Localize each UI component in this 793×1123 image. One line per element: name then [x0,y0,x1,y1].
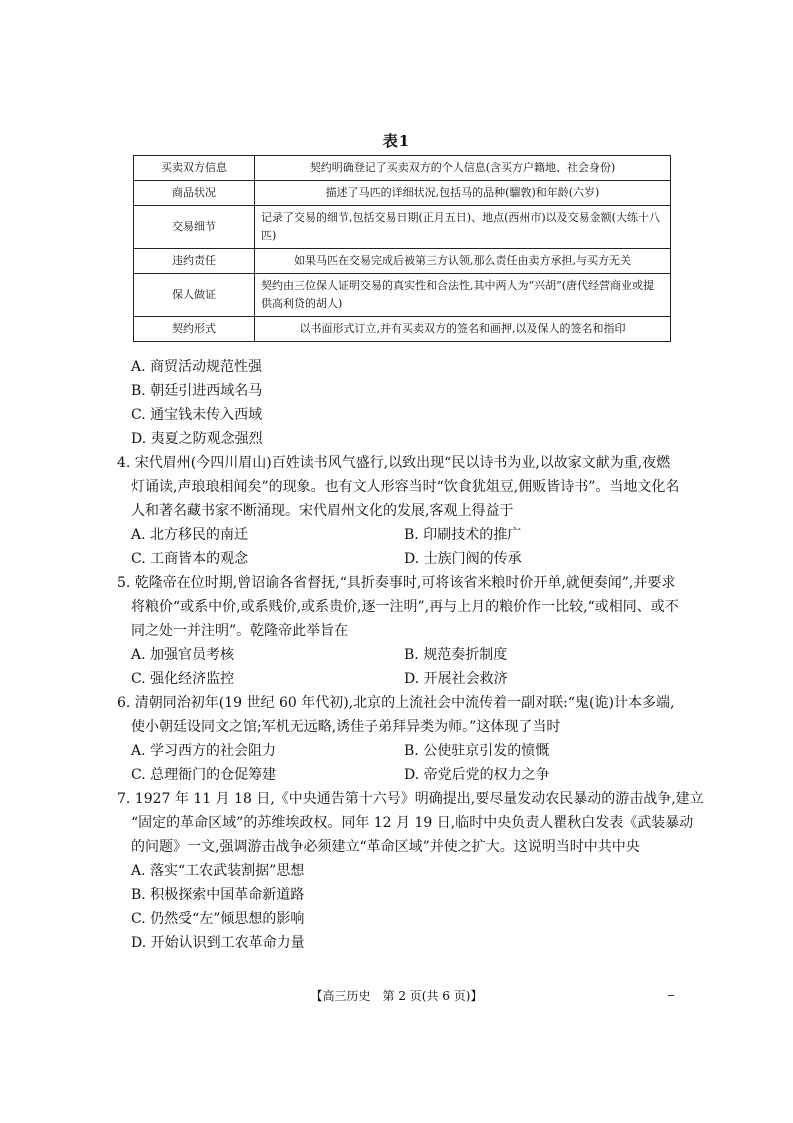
table-value: 如果马匹在交易完成后被第三方认领,那么责任由卖方承担,与买方无关 [255,249,671,274]
table-key: 保人做证 [134,274,255,317]
table-row [134,156,671,181]
q6-option-d: D. 帝党后党的权力之争 [404,767,550,783]
table-value: 以书面形式订立,并有买卖双方的签名和画押,以及保人的签名和指印 [255,317,671,342]
table-value: 契约明确登记了买卖双方的个人信息(含买方户籍地、社会身份) [255,156,671,181]
q6-option-b: B. 公使驻京引发的愤慨 [404,743,550,759]
q3-option-b: B. 朝廷引进西域名马 [131,383,263,399]
q7-option-c: C. 仍然受“左”倾思想的影响 [131,911,305,927]
q4-stem-line: 4. 宋代眉州(今四川眉山)百姓读书风气盛行,以致出现“民以诗书为业,以故家文献为重,夜燃 [117,455,671,471]
q6-option-a: A. 学习西方的社会阻力 [131,743,277,759]
q7-stem-line: 7. 1927 年 11 月 18 日,《中央通告第十六号》明确提出,要尽量发动农民暴动的游击战争,建立 [117,791,704,807]
table-row [134,206,671,249]
q3-option-c: C. 通宝钱未传入西域 [131,407,263,423]
table-row [134,249,671,274]
q5-stem-line: 将粮价“或系中价,或系贱价,或系贵价,逐一注明”,再与上月的粮价作一比较,“或相同、或不 [131,599,679,615]
q4-option-a: A. 北方移民的南迁 [131,527,249,543]
table-row [134,274,671,317]
contract-table [133,155,671,342]
q5-stem-line: 5. 乾隆帝在位时期,曾诏谕各省督抚,“具折奏事时,可将该省米粮时价开单,就便奏闻”,并要求 [117,575,676,591]
q7-option-b: B. 积极探索中国革命新道路 [131,887,305,903]
table-value: 记录了交易的细节,包括交易日期(正月五日)、地点(西州市)以及交易金额(大练十八匹) [255,206,671,249]
table-value: 契约由三位保人证明交易的真实性和合法性,其中两人为“兴胡”(唐代经营商业或提供高利贷的胡人) [255,274,671,317]
q6-option-c: C. 总理衙门的仓促筹建 [131,767,277,783]
q6-stem-line: 6. 清朝同治初年(19 世纪 60 年代初),北京的上流社会中流传着一副对联:“鬼(诡)计本多端, [117,695,675,711]
q5-option-c: C. 强化经济监控 [131,671,235,687]
q3-option-d: D. 夷夏之防观念强烈 [131,431,263,447]
table-key: 契约形式 [134,317,255,342]
q5-option-a: A. 加强官员考核 [131,647,235,663]
q4-option-b: B. 印刷技术的推广 [404,527,522,543]
page-mark [668,995,674,996]
table-value: 描述了马匹的详细状况,包括马的品种(騮敦)和年龄(六岁) [255,181,671,206]
table-row [134,181,671,206]
q5-option-d: D. 开展社会救济 [404,671,508,687]
q5-option-b: B. 规范奏折制度 [404,647,508,663]
table-key: 商品状况 [134,181,255,206]
q7-stem-line: “固定的革命区域”的苏维埃政权。同年 12 月 19 日,临时中央负责人瞿秋白发表《武装暴动 [131,815,694,831]
table-row [134,317,671,342]
q7-option-a: A. 落实“工农武装割据”思想 [131,863,305,879]
q3-option-a: A. 商贸活动规范性强 [131,359,263,375]
q6-stem-line: 使小朝廷设同文之馆;军机无远略,诱佳子弟拜异类为师。”这体现了当时 [131,719,561,735]
q4-option-d: D. 士族门阀的传承 [404,551,522,567]
page-footer: 【高三历史 第 2 页(共 6 页)】 [310,989,483,1003]
q5-stem-line: 同之处一并注明”。乾隆帝此举旨在 [131,623,349,639]
table-key: 买卖双方信息 [134,156,255,181]
table-title: 表1 [382,132,411,150]
table-key: 交易细节 [134,206,255,249]
q7-stem-line: 的问题》一文,强调游击战争必须建立“革命区域”并使之扩大。这说明当时中共中央 [131,839,640,855]
q7-option-d: D. 开始认识到工农革命力量 [131,935,305,951]
q4-stem-line: 灯诵读,声琅琅相闻矣”的现象。也有文人形容当时“饮食犹俎豆,佣贩皆诗书”。当地文化名 [131,479,680,495]
q4-stem-line: 人和著名藏书家不断涌现。宋代眉州文化的发展,客观上得益于 [131,503,514,519]
table-key: 违约责任 [134,249,255,274]
q4-option-c: C. 工商皆本的观念 [131,551,249,567]
